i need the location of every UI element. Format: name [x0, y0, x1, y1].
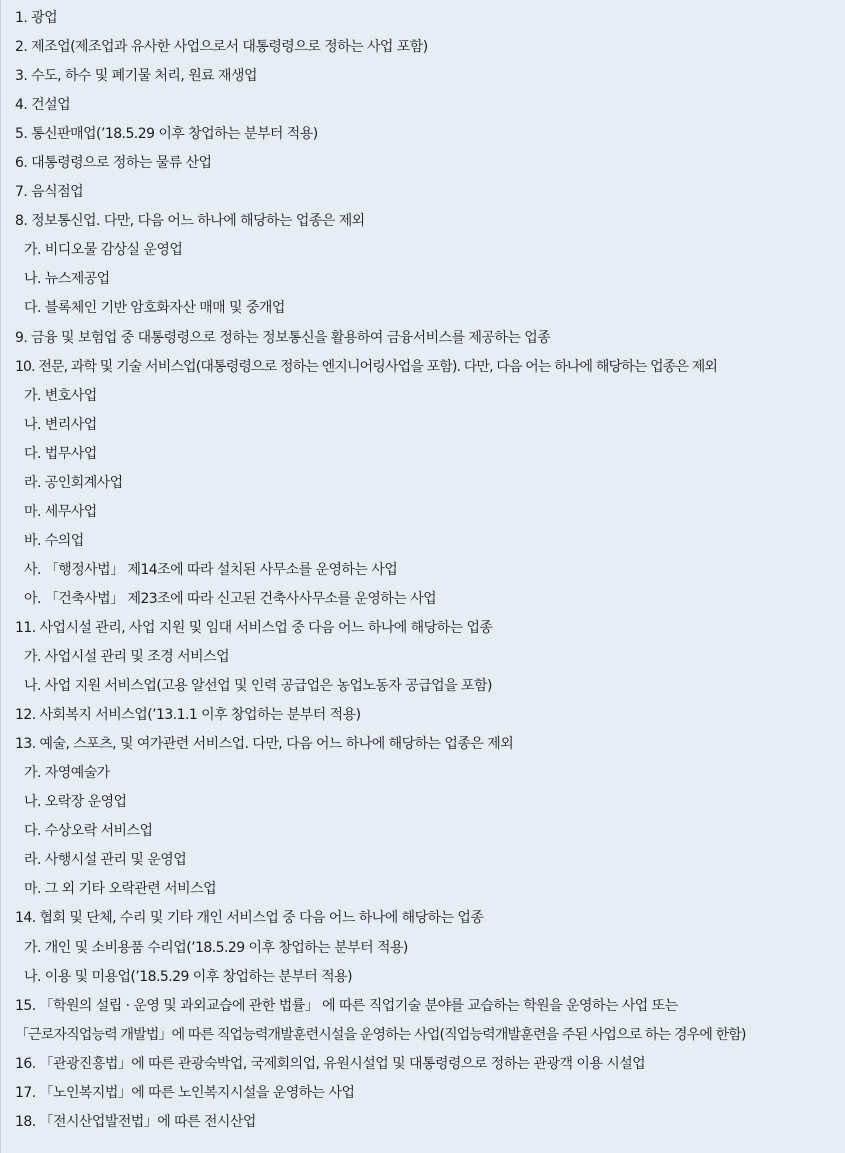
list-item: 17. 「노인복지법」에 따른 노인복지시설을 운영하는 사업	[15, 1084, 355, 1101]
list-item: 8. 정보통신업. 다만, 다음 어느 하나에 해당하는 업종은 제외	[15, 213, 365, 230]
sub-list-item: 바. 수의업	[24, 532, 84, 549]
list-item: 4. 건설업	[15, 97, 71, 114]
sub-list-item: 가. 개인 및 소비용품 수리업(’18.5.29 이후 창업하는 분부터 적용)	[24, 939, 408, 956]
list-item: 12. 사회복지 서비스업(’13.1.1 이후 창업하는 분부터 적용)	[15, 707, 361, 724]
sub-list-item: 사. 「행정사법」 제14조에 따라 설치된 사무소를 운영하는 사업	[24, 561, 398, 578]
sub-list-item: 라. 공인회계사업	[24, 474, 123, 491]
sub-list-item: 다. 수상오락 서비스업	[24, 823, 153, 840]
list-item: 16. 「관광진흥법」에 따른 관광숙박업, 국제회의업, 유원시설업 및 대통령령으로 정하는 관광객 이용 시설업	[15, 1055, 646, 1072]
sub-list-item: 나. 변리사업	[24, 416, 97, 433]
list-item: 11. 사업시설 관리, 사업 지원 및 임대 서비스업 중 다음 어느 하나에 해당하는 업종	[15, 619, 493, 636]
list-item: 9. 금융 및 보험업 중 대통령령으로 정하는 정보통신을 활용하여 금융서비스를 제공하는 업종	[15, 329, 551, 346]
list-item: 5. 통신판매업(’18.5.29 이후 창업하는 분부터 적용)	[15, 126, 318, 143]
sub-list-item: 다. 블록체인 기반 암호화자산 매매 및 중개업	[24, 300, 285, 317]
sub-list-item: 나. 오락장 운영업	[24, 794, 127, 811]
sub-list-item: 마. 세무사업	[24, 503, 97, 520]
industry-list	[1, 0, 845, 1137]
sub-list-item: 다. 법무사업	[24, 445, 97, 462]
sub-list-item: 가. 변호사업	[24, 387, 97, 404]
sub-list-item: 나. 뉴스제공업	[24, 271, 110, 288]
list-item-continuation: 「근로자직업능력 개발법」에 따른 직업능력개발훈련시설을 운영하는 사업(직업능력개발훈련을 주된 사업으로 하는 경우에 한함)	[15, 1026, 746, 1043]
sub-list-item: 마. 그 외 기타 오락관련 서비스업	[24, 881, 217, 898]
list-item: 14. 협회 및 단체, 수리 및 기타 개인 서비스업 중 다음 어느 하나에 해당하는 업종	[15, 910, 484, 927]
sub-list-item: 가. 자영예술가	[24, 765, 110, 782]
list-item: 15. 「학원의 설립 · 운영 및 과외교습에 관한 법률」 에 따른 직업기술 분야를 교습하는 학원을 운영하는 사업 또는	[15, 997, 678, 1014]
sub-list-item: 가. 비디오물 감상실 운영업	[24, 242, 183, 259]
sub-list-item: 아. 「건축사법」 제23조에 따라 신고된 건축사사무소를 운영하는 사업	[24, 590, 437, 607]
list-item: 6. 대통령령으로 정하는 물류 산업	[15, 155, 212, 172]
list-item: 1. 광업	[15, 10, 58, 26]
sub-list-item: 라. 사행시설 관리 및 운영업	[24, 852, 187, 869]
list-item: 10. 전문, 과학 및 기술 서비스업(대통령령으로 정하는 엔지니어링사업을 포함). 다만, 다음 어는 하나에 해당하는 업종은 제외	[15, 358, 718, 375]
sub-list-item: 나. 이용 및 미용업(’18.5.29 이후 창업하는 분부터 적용)	[24, 968, 353, 985]
list-item: 2. 제조업(제조업과 유사한 사업으로서 대통령령으로 정하는 사업 포함)	[15, 39, 428, 56]
list-item: 7. 음식점업	[15, 184, 84, 201]
list-item: 13. 예술, 스포츠, 및 여가관련 서비스업. 다만, 다음 어느 하나에 해당하는 업종은 제외	[15, 736, 514, 753]
list-item: 18. 「전시산업발전법」에 따른 전시산업	[15, 1113, 256, 1130]
list-item: 3. 수도, 하수 및 폐기물 처리, 원료 재생업	[15, 68, 257, 85]
sub-list-item: 나. 사업 지원 서비스업(고용 알선업 및 인력 공급업은 농업노동자 공급업을 포함)	[24, 678, 492, 695]
sub-list-item: 가. 사업시설 관리 및 조경 서비스업	[24, 649, 230, 666]
